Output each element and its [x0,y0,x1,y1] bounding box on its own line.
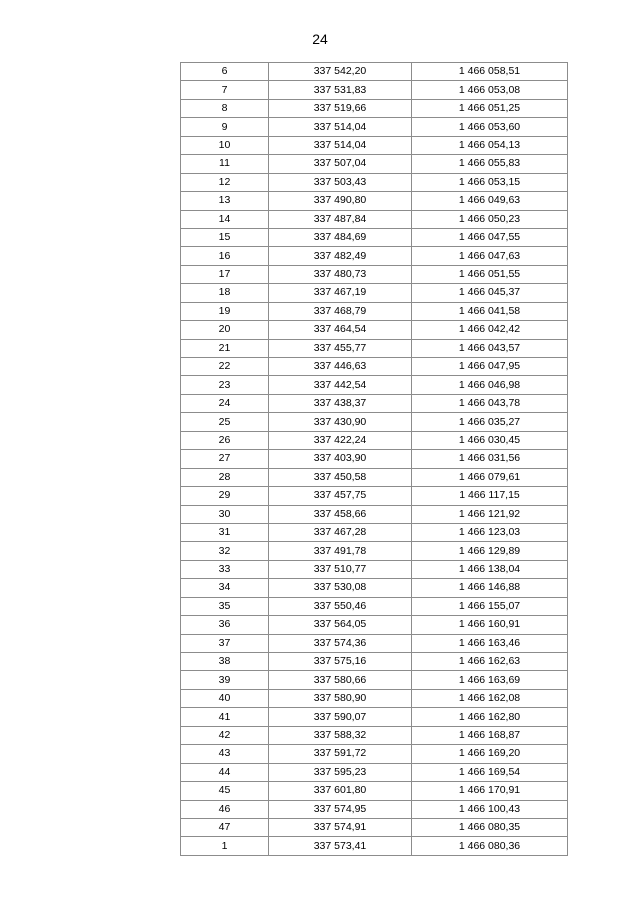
x-coordinate-cell: 337 403,90 [269,450,412,468]
x-coordinate-cell: 337 573,41 [269,837,412,855]
point-number-cell: 26 [181,431,269,449]
x-coordinate-cell: 337 590,07 [269,708,412,726]
x-coordinate-cell: 337 575,16 [269,653,412,671]
point-number-cell: 19 [181,302,269,320]
y-coordinate-cell: 1 466 046,98 [412,376,568,394]
table-row [181,487,568,505]
point-number-cell: 29 [181,487,269,505]
point-number-cell: 35 [181,597,269,615]
x-coordinate-cell: 337 507,04 [269,155,412,173]
y-coordinate-cell: 1 466 146,88 [412,579,568,597]
y-coordinate-cell: 1 466 170,91 [412,782,568,800]
table-row [181,708,568,726]
point-number-cell: 37 [181,634,269,652]
y-coordinate-cell: 1 466 123,03 [412,523,568,541]
x-coordinate-cell: 337 438,37 [269,394,412,412]
point-number-cell: 21 [181,339,269,357]
y-coordinate-cell: 1 466 055,83 [412,155,568,173]
y-coordinate-cell: 1 466 031,56 [412,450,568,468]
table-row [181,745,568,763]
x-coordinate-cell: 337 519,66 [269,99,412,117]
point-number-cell: 23 [181,376,269,394]
table-row [181,597,568,615]
point-number-cell: 6 [181,63,269,81]
x-coordinate-cell: 337 468,79 [269,302,412,320]
x-coordinate-cell: 337 595,23 [269,763,412,781]
y-coordinate-cell: 1 466 079,61 [412,468,568,486]
table-row [181,818,568,836]
table-row [181,653,568,671]
point-number-cell: 36 [181,616,269,634]
point-number-cell: 38 [181,653,269,671]
point-number-cell: 14 [181,210,269,228]
y-coordinate-cell: 1 466 121,92 [412,505,568,523]
y-coordinate-cell: 1 466 050,23 [412,210,568,228]
table-row [181,671,568,689]
point-number-cell: 41 [181,708,269,726]
y-coordinate-cell: 1 466 045,37 [412,284,568,302]
x-coordinate-cell: 337 484,69 [269,228,412,246]
point-number-cell: 9 [181,118,269,136]
point-number-cell: 18 [181,284,269,302]
table-row [181,450,568,468]
x-coordinate-cell: 337 480,73 [269,265,412,283]
table-row [181,837,568,855]
point-number-cell: 39 [181,671,269,689]
point-number-cell: 47 [181,818,269,836]
point-number-cell: 8 [181,99,269,117]
y-coordinate-cell: 1 466 051,55 [412,265,568,283]
point-number-cell: 34 [181,579,269,597]
point-number-cell: 12 [181,173,269,191]
y-coordinate-cell: 1 466 138,04 [412,560,568,578]
point-number-cell: 43 [181,745,269,763]
x-coordinate-cell: 337 455,77 [269,339,412,357]
x-coordinate-cell: 337 574,91 [269,818,412,836]
y-coordinate-cell: 1 466 035,27 [412,413,568,431]
table-row [181,284,568,302]
x-coordinate-cell: 337 467,28 [269,523,412,541]
coordinates-table [180,62,568,856]
point-number-cell: 33 [181,560,269,578]
table-row [181,210,568,228]
x-coordinate-cell: 337 591,72 [269,745,412,763]
x-coordinate-cell: 337 487,84 [269,210,412,228]
table-row [181,247,568,265]
y-coordinate-cell: 1 466 043,78 [412,394,568,412]
table-row [181,634,568,652]
x-coordinate-cell: 337 601,80 [269,782,412,800]
y-coordinate-cell: 1 466 162,63 [412,653,568,671]
x-coordinate-cell: 337 442,54 [269,376,412,394]
x-coordinate-cell: 337 430,90 [269,413,412,431]
y-coordinate-cell: 1 466 047,95 [412,358,568,376]
x-coordinate-cell: 337 530,08 [269,579,412,597]
table-row [181,358,568,376]
table-row [181,81,568,99]
y-coordinate-cell: 1 466 054,13 [412,136,568,154]
x-coordinate-cell: 337 464,54 [269,321,412,339]
x-coordinate-cell: 337 446,63 [269,358,412,376]
table-row [181,394,568,412]
x-coordinate-cell: 337 580,66 [269,671,412,689]
point-number-cell: 31 [181,523,269,541]
y-coordinate-cell: 1 466 168,87 [412,726,568,744]
y-coordinate-cell: 1 466 049,63 [412,192,568,210]
y-coordinate-cell: 1 466 051,25 [412,99,568,117]
table-row [181,376,568,394]
x-coordinate-cell: 337 514,04 [269,136,412,154]
y-coordinate-cell: 1 466 047,63 [412,247,568,265]
table-row [181,302,568,320]
x-coordinate-cell: 337 550,46 [269,597,412,615]
table-row [181,173,568,191]
table-row [181,413,568,431]
point-number-cell: 20 [181,321,269,339]
x-coordinate-cell: 337 491,78 [269,542,412,560]
y-coordinate-cell: 1 466 163,46 [412,634,568,652]
point-number-cell: 10 [181,136,269,154]
x-coordinate-cell: 337 458,66 [269,505,412,523]
y-coordinate-cell: 1 466 162,08 [412,689,568,707]
x-coordinate-cell: 337 422,24 [269,431,412,449]
table-row [181,800,568,818]
y-coordinate-cell: 1 466 058,51 [412,63,568,81]
table-row [181,136,568,154]
table-row [181,782,568,800]
point-number-cell: 32 [181,542,269,560]
y-coordinate-cell: 1 466 117,15 [412,487,568,505]
y-coordinate-cell: 1 466 162,80 [412,708,568,726]
table-row [181,192,568,210]
x-coordinate-cell: 337 457,75 [269,487,412,505]
x-coordinate-cell: 337 482,49 [269,247,412,265]
x-coordinate-cell: 337 574,36 [269,634,412,652]
table-row [181,542,568,560]
point-number-cell: 46 [181,800,269,818]
x-coordinate-cell: 337 531,83 [269,81,412,99]
table-row [181,726,568,744]
point-number-cell: 17 [181,265,269,283]
y-coordinate-cell: 1 466 100,43 [412,800,568,818]
y-coordinate-cell: 1 466 053,08 [412,81,568,99]
point-number-cell: 24 [181,394,269,412]
point-number-cell: 30 [181,505,269,523]
x-coordinate-cell: 337 588,32 [269,726,412,744]
y-coordinate-cell: 1 466 155,07 [412,597,568,615]
y-coordinate-cell: 1 466 163,69 [412,671,568,689]
y-coordinate-cell: 1 466 129,89 [412,542,568,560]
x-coordinate-cell: 337 510,77 [269,560,412,578]
point-number-cell: 42 [181,726,269,744]
y-coordinate-cell: 1 466 030,45 [412,431,568,449]
table-row [181,505,568,523]
y-coordinate-cell: 1 466 047,55 [412,228,568,246]
y-coordinate-cell: 1 466 169,20 [412,745,568,763]
table-row [181,689,568,707]
y-coordinate-cell: 1 466 053,60 [412,118,568,136]
y-coordinate-cell: 1 466 042,42 [412,321,568,339]
table-row [181,228,568,246]
y-coordinate-cell: 1 466 043,57 [412,339,568,357]
y-coordinate-cell: 1 466 053,15 [412,173,568,191]
point-number-cell: 1 [181,837,269,855]
x-coordinate-cell: 337 574,95 [269,800,412,818]
table-row [181,321,568,339]
x-coordinate-cell: 337 564,05 [269,616,412,634]
point-number-cell: 11 [181,155,269,173]
x-coordinate-cell: 337 490,80 [269,192,412,210]
table-row [181,431,568,449]
y-coordinate-cell: 1 466 160,91 [412,616,568,634]
x-coordinate-cell: 337 450,58 [269,468,412,486]
point-number-cell: 13 [181,192,269,210]
table-row [181,99,568,117]
point-number-cell: 44 [181,763,269,781]
coordinates-table-body [181,63,568,856]
y-coordinate-cell: 1 466 080,35 [412,818,568,836]
point-number-cell: 28 [181,468,269,486]
table-row [181,616,568,634]
point-number-cell: 22 [181,358,269,376]
x-coordinate-cell: 337 542,20 [269,63,412,81]
point-number-cell: 16 [181,247,269,265]
table-row [181,63,568,81]
y-coordinate-cell: 1 466 041,58 [412,302,568,320]
point-number-cell: 27 [181,450,269,468]
table-row [181,118,568,136]
x-coordinate-cell: 337 514,04 [269,118,412,136]
page-number: 24 [312,31,328,47]
table-row [181,523,568,541]
table-row [181,560,568,578]
y-coordinate-cell: 1 466 169,54 [412,763,568,781]
x-coordinate-cell: 337 503,43 [269,173,412,191]
table-row [181,763,568,781]
table-row [181,579,568,597]
x-coordinate-cell: 337 467,19 [269,284,412,302]
point-number-cell: 40 [181,689,269,707]
table-row [181,468,568,486]
point-number-cell: 15 [181,228,269,246]
y-coordinate-cell: 1 466 080,36 [412,837,568,855]
table-row [181,155,568,173]
x-coordinate-cell: 337 580,90 [269,689,412,707]
table-row [181,265,568,283]
point-number-cell: 25 [181,413,269,431]
table-row [181,339,568,357]
point-number-cell: 45 [181,782,269,800]
point-number-cell: 7 [181,81,269,99]
